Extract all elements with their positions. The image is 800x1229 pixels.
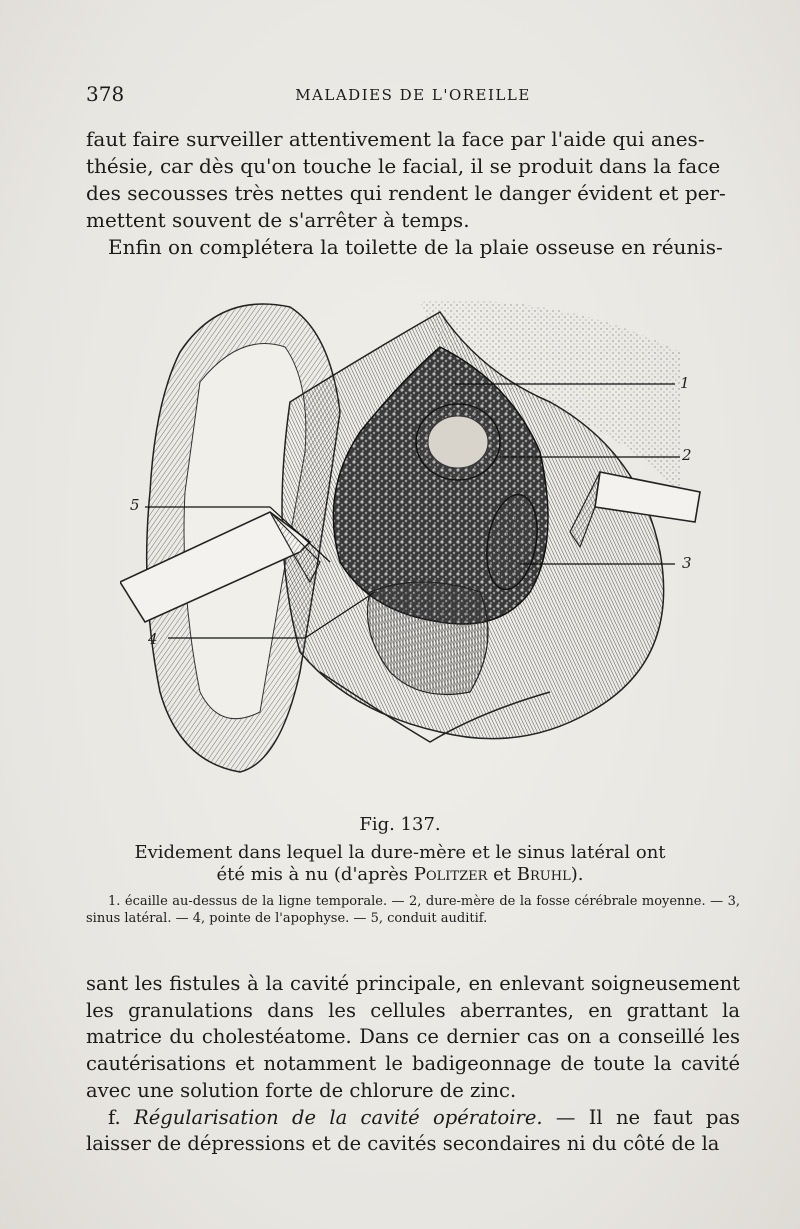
caption-author: Politzer xyxy=(413,864,488,885)
page-header xyxy=(86,82,740,110)
legend-text: 1. écaille au-dessus de la ligne temporale. — 2, dure-mère de la fosse cérébrale moyenne. — 3, sinus latéral. — 4, pointe de l'apophyse. — 5, conduit auditif. xyxy=(86,894,740,926)
figure-label-5: 5 xyxy=(130,496,140,514)
top-paragraph xyxy=(86,126,740,261)
figure-label-2: 2 xyxy=(682,446,692,464)
section-paragraph xyxy=(86,1105,740,1158)
section-text: — Il ne faut pas laisser de dépressions et de cavités secondaires ni du côté de la xyxy=(86,1105,741,1156)
anatomical-illustration xyxy=(120,292,710,802)
section-title: Régularisation de la cavité opératoire. xyxy=(134,1105,543,1129)
paragraph-text: sant les fistules à la cavité principale, en enlevant soigneusement les granulations dans les cellules aberrantes, en grattant la matrice du cholestéatome. Dans ce dernier cas on a conseillé les cautérisations et notamment le badigeonnage de toute la cavité avec une solution forte de chlorure de zinc. xyxy=(86,972,740,1102)
text-line: faut faire surveiller attentivement la face par l'aide qui anes- xyxy=(86,127,705,151)
page-number: 378 xyxy=(86,82,125,106)
ear-surgery-engraving xyxy=(120,292,710,802)
figure-number: Fig. 137. xyxy=(359,814,441,835)
text-line: thésie, car dès qu'on touche le facial, il se produit dans la face xyxy=(86,154,721,178)
caption-text: Evidement dans lequel la dure-mère et le sinus latéral ont été mis à nu (d'après xyxy=(134,842,666,885)
text-line: Enfin on complétera la toilette de la plaie osseuse en réunis- xyxy=(108,235,723,259)
running-title: MALADIES DE L'OREILLE xyxy=(295,86,531,104)
text-line: mettent souvent de s'arrêter à temps. xyxy=(86,208,470,232)
caption-end: ). xyxy=(570,864,584,885)
figure-label-4: 4 xyxy=(148,630,158,648)
figure-label-3: 3 xyxy=(682,554,692,572)
section-label: f. xyxy=(108,1105,121,1129)
figure-legend xyxy=(86,893,740,927)
caption-author: Bruhl xyxy=(516,864,571,885)
caption-conjunction: et xyxy=(493,864,512,885)
bottom-paragraph xyxy=(86,971,740,1158)
figure-label-1: 1 xyxy=(680,374,690,392)
figure-caption xyxy=(120,842,680,886)
text-line: des secousses très nettes qui rendent le danger évident et per- xyxy=(86,181,726,205)
